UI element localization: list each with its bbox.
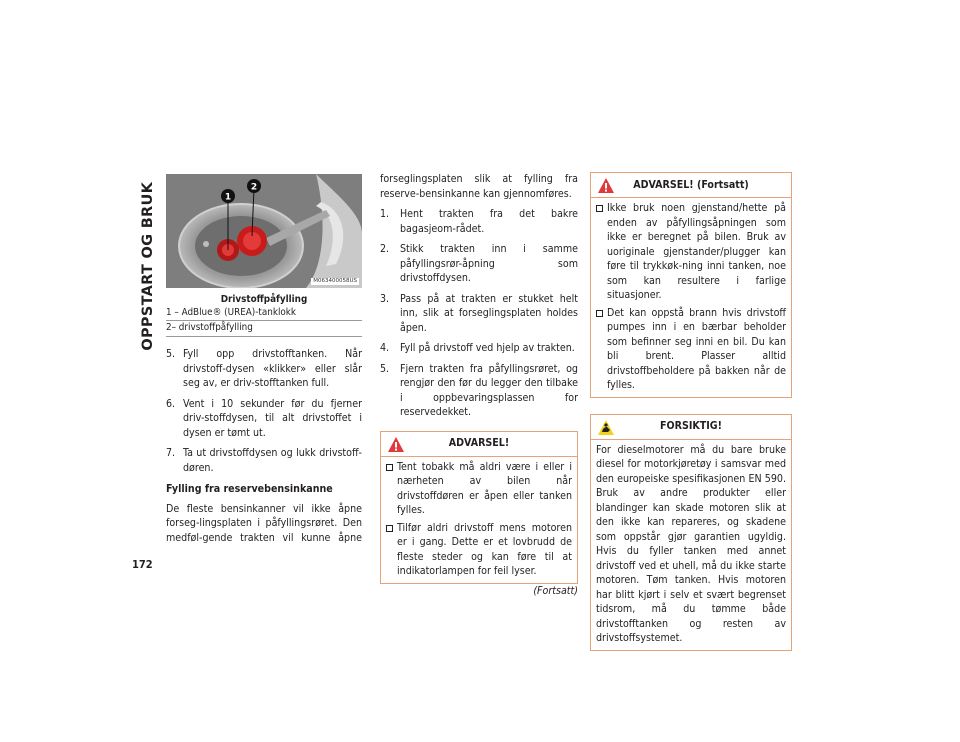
callout-1: 1 [224,192,232,203]
warning-item: Det kan oppstå brann hvis drivstoff pumpes inn i en bærbar beholder som befinner seg inni en bil. Du kan bli brent. Plasser alltid drivstoffbeholdere på bakken når de fylles. [596,306,786,393]
figure-caption: Drivstoffpåfylling [220,294,308,305]
step-item [380,341,578,356]
bullet-square-icon [386,464,393,471]
step-item [166,397,362,441]
warning-icon [387,436,405,453]
warning-box [380,431,578,584]
warning-item: Tilfør aldri drivstoff mens motoren er i gang. Dette er et lovbrudd de fleste steder og kan føre til at indikatorlampen for feil lyser. [386,521,572,579]
fuel-filler-figure [166,174,362,288]
step-item [380,242,578,286]
warning-header [381,432,577,457]
step-item [380,207,578,236]
figure-code: M063400058US [313,278,357,284]
step-number: 4. [380,342,390,354]
callout-2: 2 [250,182,258,193]
section-side-tab [138,170,158,362]
step-text: Fjern trakten fra påfyllingsrøret, og rengjør den før du legger den tilbake i oppbevaringsplassen for reservedekket. [400,362,578,418]
column-2 [380,172,578,598]
steps-list [166,347,362,475]
subheading: Fylling fra reservebensinkanne [166,483,333,495]
steps-list [380,207,578,420]
legend-item: 2– drivstoffpåfylling [166,320,362,335]
bullet-square-icon [386,525,393,532]
caution-header [591,415,791,440]
fuel-door-illustration [166,174,362,288]
step-item [380,292,578,336]
step-item [166,446,362,475]
step-text: Pass på at trakten er stukket helt inn, slik at forseglingsplaten holdes åpen. [400,292,578,334]
step-number: 6. [166,397,176,410]
step-number: 7. [166,447,176,459]
caution-box [590,414,792,651]
column-3 [590,172,792,651]
step-number: 3. [380,292,390,305]
step-text: Hent trakten fra det bakre bagasjeom-rådet. [400,208,578,235]
warning-continued-header [591,173,791,198]
step-number: 5. [166,348,176,360]
bullet-square-icon [596,310,603,317]
step-text: Vent i 10 sekunder før du fjerner driv-stoffdysen, til alt drivstoffet i dysen er tømt ut. [183,397,362,439]
warning-continued-box [590,172,792,398]
warning-body [381,457,577,583]
step-text: Ta ut drivstoffdysen og lukk drivstoff-døren. [183,447,362,474]
paragraph-continued: forseglingsplaten slik at fylling fra reserve-bensinkanne kan gjennomføres. [380,173,578,200]
step-item [166,347,362,391]
warning-continued-title: ADVARSEL! (Fortsatt) [633,178,749,191]
caution-title: FORSIKTIG! [660,420,722,433]
warning-continued-body [591,198,791,397]
paragraph: De fleste bensinkanner vil ikke åpne forseg-lingsplaten i påfyllingsrøret. Den medføl-gende trakten vil kunne åpne [166,502,362,544]
continued-note: (Fortsatt) [533,584,578,597]
caution-body [591,440,791,650]
step-number: 1. [380,208,390,220]
caution-text: For dieselmotorer må du bare bruke diesel for motorkjøretøy i samsvar med den europeiske spesifikasjonen EN 590. Bruk av andre produkter eller blandinger kan skade motoren slik at den ikke kan repareres, og skadene som oppstår gjør garantien ugyldig. Hvis du fyller tanken med annet drivstoff ved et uhell, må du ikke starte motoren. Tøm tanken. Hvis motoren har blitt kjørt i selv et svært begrenset tidsrom, må du tømme både drivstofftanken og resten av drivstoffsystemet. [596,443,786,644]
warning-title: ADVARSEL! [448,437,510,450]
figure-legend [166,306,362,337]
step-number: 5. [380,362,390,375]
caution-icon [597,419,615,436]
warning-item: Ikke bruk noen gjenstand/hette på enden av påfyllingsåpningen som ikke er beregnet på bilen. Bruk av uoriginale gjenstander/plugger kan føre til trykkøk-ning inni tanken, noe som kan resultere i farlige situasjoner. [596,201,786,303]
warning-item: Tent tobakk må aldri være i eller i nærheten av bilen når drivstoffdøren er åpen eller tanken fylles. [386,460,572,518]
column-1 [166,174,362,545]
step-item [380,362,578,420]
step-text: Fyll på drivstoff ved hjelp av trakten. [400,342,575,354]
section-title: OPPSTART OG BRUK [139,181,156,351]
step-number: 2. [380,243,390,255]
bullet-square-icon [596,205,603,212]
legend-item: 1 – AdBlue® (UREA)-tanklokk [166,307,297,318]
step-text: Fyll opp drivstofftanken. Når drivstoff-dysen «klikker» eller slår seg av, er driv-stofftanken full. [183,348,362,389]
warning-icon [597,177,615,194]
step-text: Stikk trakten inn i samme påfyllingsrør-åpning som drivstoffdysen. [400,243,578,284]
page-number: 172 [132,558,153,571]
